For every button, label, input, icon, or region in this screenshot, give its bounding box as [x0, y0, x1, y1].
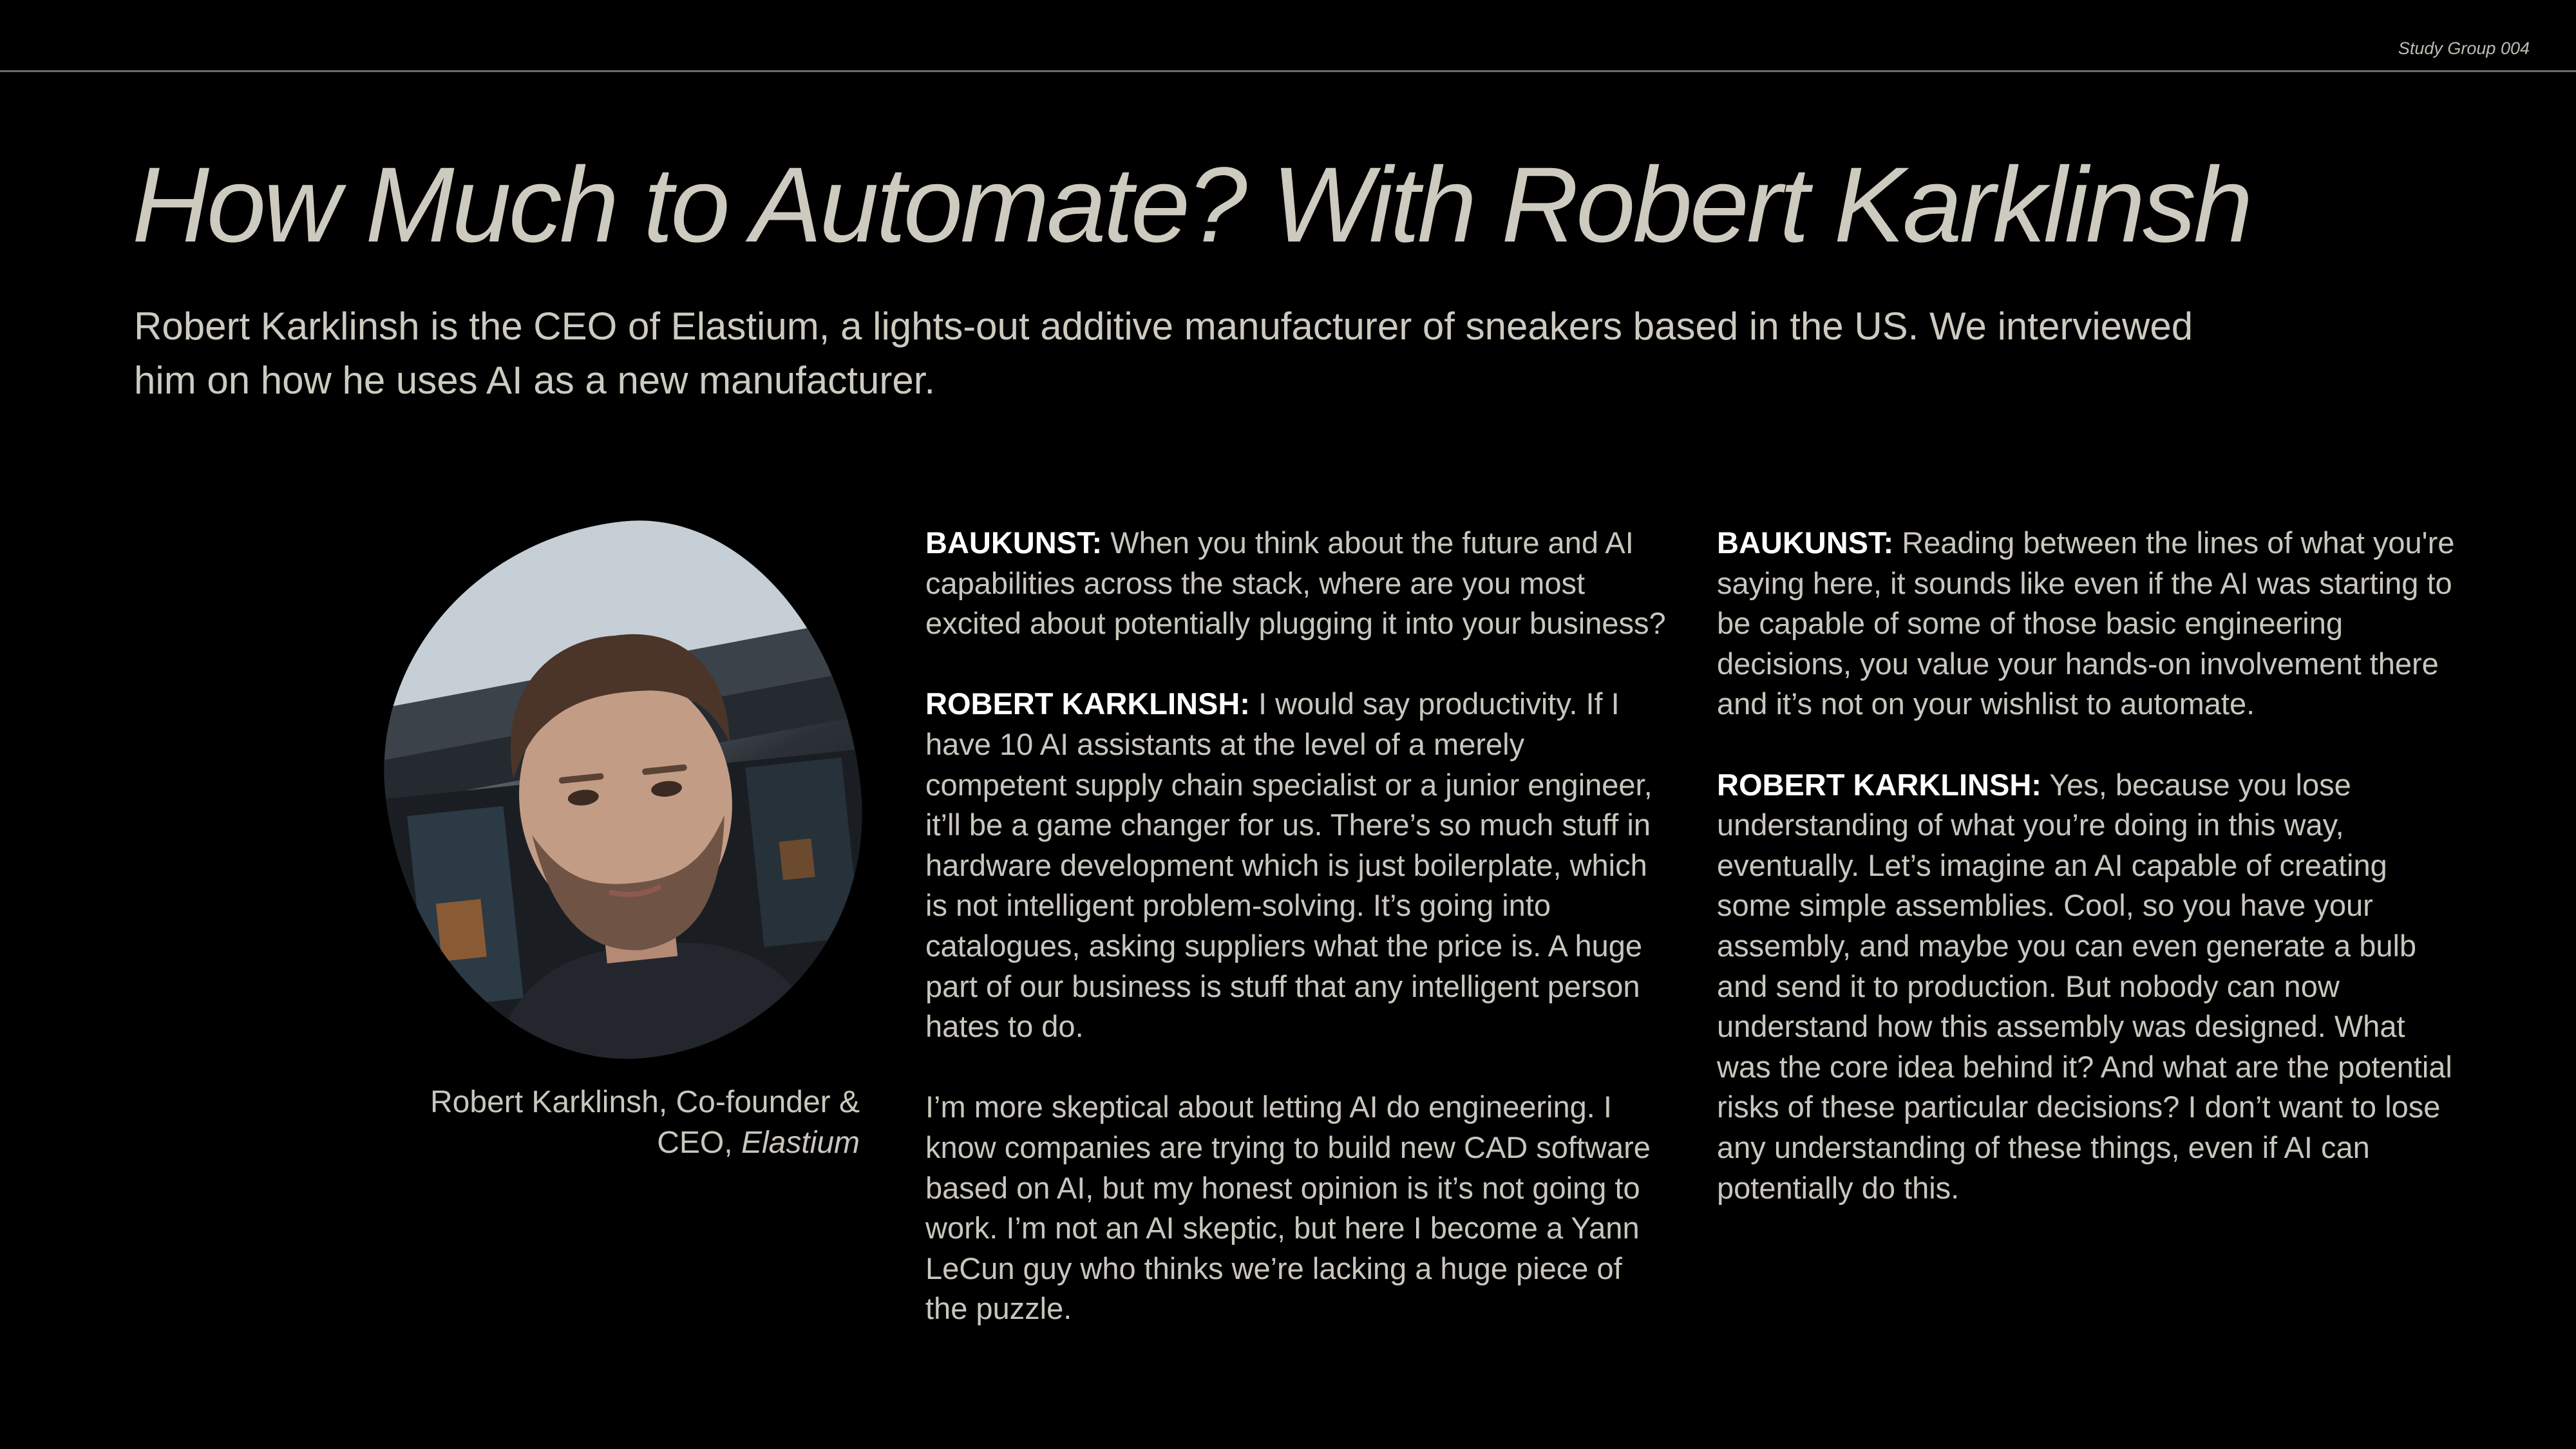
portrait-caption	[361, 1082, 860, 1163]
interview-column-1	[925, 523, 1666, 1369]
header-label: Study Group 004	[2398, 39, 2530, 58]
speaker-label: ROBERT KARKLINSH:	[925, 687, 1250, 721]
interview-paragraph	[925, 523, 1666, 644]
page-title: How Much to Automate? With Robert Karklinsh	[132, 146, 2251, 265]
interview-paragraph	[1717, 523, 2458, 724]
header-divider	[0, 70, 2576, 72]
caption-name: Robert Karklinsh, Co-founder & CEO,	[430, 1085, 860, 1160]
interview-column-2	[1717, 523, 2458, 1249]
page-subtitle: Robert Karklinsh is the CEO of Elastium, a lights-out additive manufacturer of sneakers based in the US. We interviewed him on how he uses AI as a new manufacturer.	[134, 305, 2193, 402]
speaker-label: BAUKUNST:	[925, 526, 1103, 560]
portrait-photo	[360, 500, 887, 1082]
speaker-label: BAUKUNST:	[1717, 526, 1894, 560]
paragraph-text: When you think about the future and AI capabilities across the stack, where are you most excited about potentially plugging it into your business?	[925, 526, 1666, 641]
interview-paragraph	[925, 684, 1666, 1046]
interview-paragraph	[925, 1087, 1666, 1329]
speaker-label: ROBERT KARKLINSH:	[1717, 767, 2041, 802]
paragraph-text: I would say productivity. If I have 10 AI assistants at the level of a merely competent supply chain specialist or a junior engineer, it’ll be a game changer for us. There’s so much stuff in hardware development which is just boilerplate, which is not intelligent problem-solving. It’s going into catalogues, asking suppliers what the price is. A huge part of our business is stuff that any intelligent person hates to do.	[925, 687, 1653, 1044]
caption-company: Elastium	[741, 1126, 860, 1160]
paragraph-text: Yes, because you lose understanding of what you’re doing in this way, eventually. Let’s imagine an AI capable of creating some simple assemblies. Cool, so you have your assembly, and maybe you can even generate a bulb and send it to production. But nobody can now understand how this assembly was designed. What was the core idea behind it? And what are the potential risks of these particular decisions? I don’t want to lose any understanding of these things, even if AI can potentially do this.	[1717, 767, 2452, 1205]
portrait-illustration	[360, 500, 887, 1082]
paragraph-text: Reading between the lines of what you're saying here, it sounds like even if the AI was starting to be capable of some of those basic engineering decisions, you value your hands-on involvement there and it’s not on your wishlist to automate.	[1717, 526, 2455, 721]
interview-paragraph	[1717, 765, 2458, 1209]
paragraph-text: I’m more skeptical about letting AI do engineering. I know companies are trying to build new CAD software based on AI, but my honest opinion is it’s not going to work. I’m not an AI skeptic, but here I become a Yann LeCun guy who thinks we’re lacking a huge piece of the puzzle.	[925, 1090, 1651, 1326]
